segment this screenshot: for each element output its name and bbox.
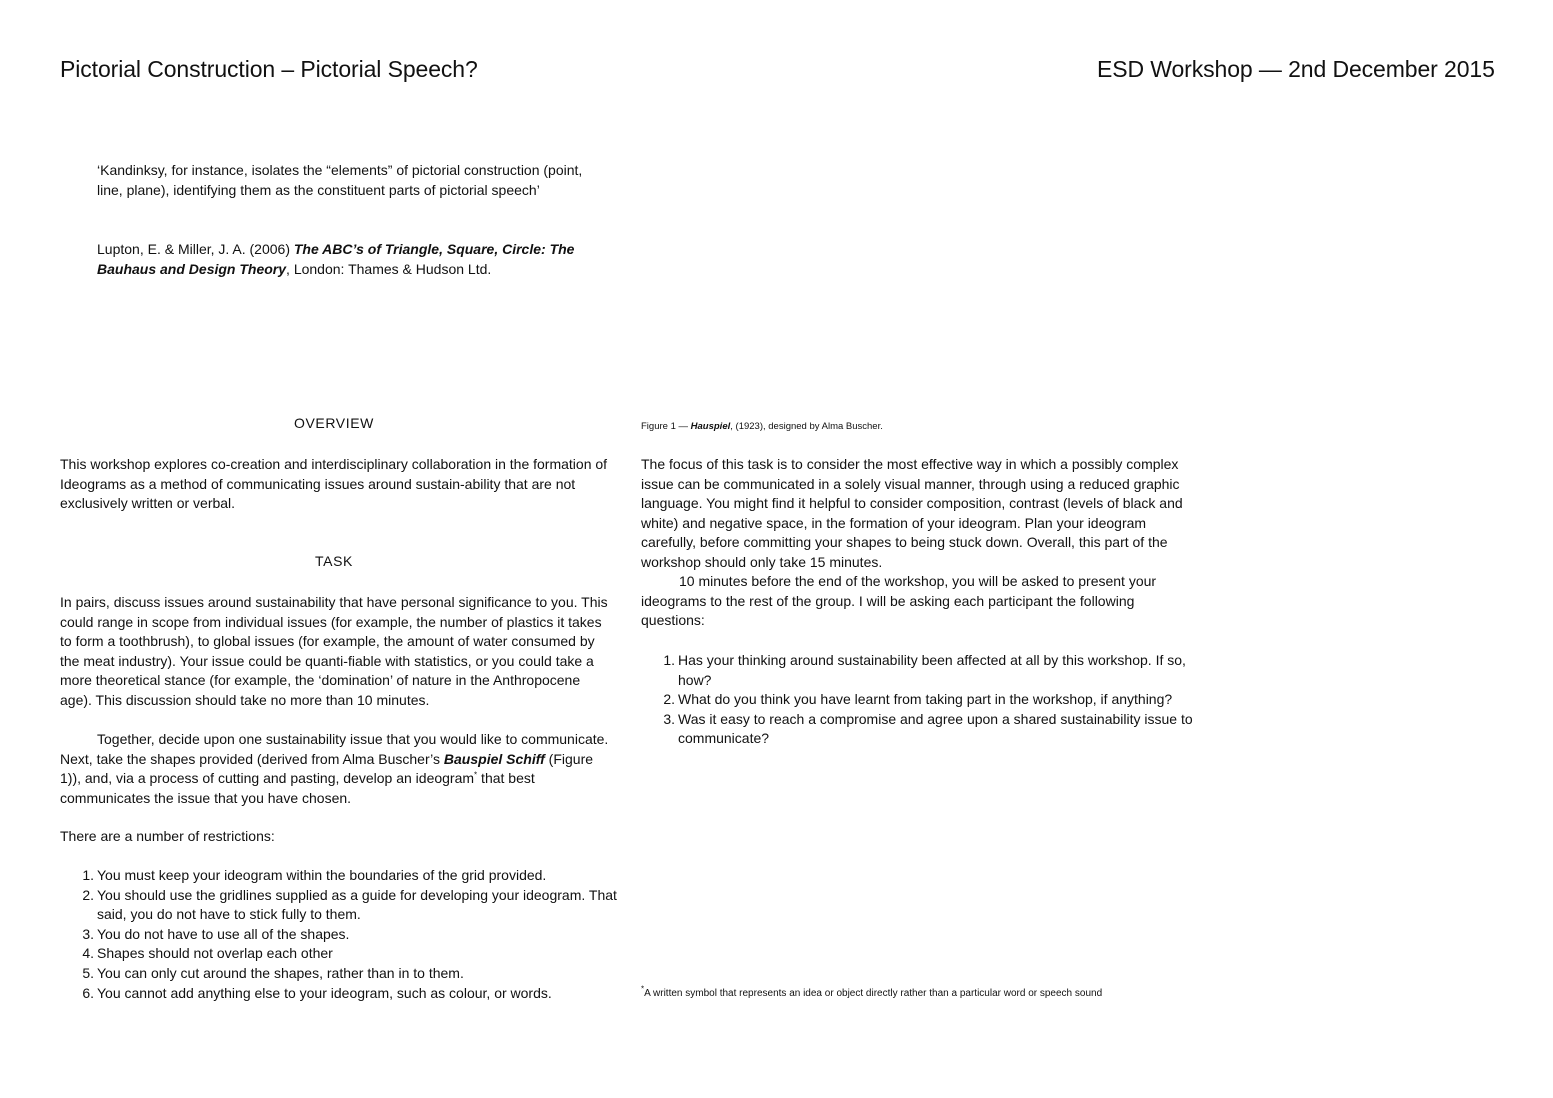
caption-suffix: , (1923), designed by Alma Buscher. [730,421,883,432]
list-item [60,984,620,1004]
questions-list [641,651,1201,749]
task-paragraph-2 [60,730,612,808]
list-text: You can only cut around the shapes, rather than in to them. [97,964,464,981]
citation-publisher: , London: Thames & Hudson Ltd. [286,260,492,277]
list-item [641,651,1201,690]
list-number: 1. [663,652,675,668]
caption-work-title: Hauspiel [690,421,731,432]
citation-authors: Lupton, E. & Miller, J. A. (2006) [97,241,294,257]
ideogram-footnote [641,984,1103,999]
list-item [60,925,620,945]
task-para2-end: that best communicates the issue that you have chosen. [60,770,535,806]
focus-paragraph-1: The focus of this task is to consider the most effective way in which a possibly complex issue can be communicated in a solely visual manner, through using a reduced graphic language. You might find it helpful to consider composition, contrast (levels of black and white) and negative space, in the formation of your ideogram. Plan your ideogram carefully, before committing your shapes to being stuck down. Overall, this part of the workshop should only take 15 minutes. [641,456,1183,570]
list-item [641,710,1201,749]
list-number: 3. [663,710,675,727]
task-para2-middle: (Figure 1)), and, via a process of cutting and pasting, develop an ideogram [60,750,594,787]
list-number: 3. [82,925,94,942]
footnote-reference: * [474,770,478,780]
task-paragraph-1: In pairs, discuss issues around sustainability that have personal significance to you. This could range in scope from individual issues (for example, the number of plastics it takes to form a toothbrush), to global issues (for example, the amount of water consumed by the meat industry). Your issue could be quanti-fiable with statistics, or you could take a more theoretical stance (for example, the ‘domination’ of nature in the Anthropocene age). This discussion should take no more than 10 minutes. [60,594,608,708]
list-number: 2. [82,886,94,903]
kandinsky-quote: ‘Kandinksy, for instance, isolates the “elements” of pictorial construction (point, line, plane), identifying them as the constituent parts of pictorial speech’ [97,162,583,198]
list-item [641,690,1201,710]
list-number: 2. [663,691,675,708]
task-heading: TASK [315,553,353,569]
figure-caption [641,421,883,432]
focus-paragraph-2: 10 minutes before the end of the workshop, you will be asked to present your ideograms to the rest of the group. I will be asking each participant the following questions: [641,573,1157,629]
caption-prefix: Figure 1 — [641,421,691,432]
workshop-date-title: ESD Workshop — 2nd December 2015 [1097,56,1495,82]
overview-heading: OVERVIEW [293,415,374,431]
list-text: Was it easy to reach a compromise and agree upon a shared sustainability issue to communicate? [678,710,1193,747]
list-number: 6. [82,984,94,1001]
footnote-marker: * [641,984,645,994]
document-title: Pictorial Construction – Pictorial Speech? [60,56,478,82]
list-text: You should use the gridlines supplied as a guide for developing your ideogram. That said, you do not have to stick fully to them. [97,886,617,923]
list-item [60,964,620,984]
bauspiel-schiff-title: Bauspiel Schiff [443,750,545,767]
list-item [60,944,620,964]
list-number: 1. [82,867,94,883]
task-para2-start: Together, decide upon one sustainability issue that you would like to communicate. Next, take the shapes provided (derived from Alma Buscher’s [60,731,609,767]
list-number: 4. [82,945,94,962]
quote-citation [97,240,607,279]
list-text: You cannot add anything else to your ideogram, such as colour, or words. [97,984,552,1001]
list-text: Shapes should not overlap each other [97,945,333,962]
list-text: Has your thinking around sustainability been affected at all by this workshop. If so, how? [678,652,1186,688]
list-item [60,866,620,886]
list-text: You must keep your ideogram within the boundaries of the grid provided. [97,867,547,883]
restrictions-intro: There are a number of restrictions: [60,828,275,844]
list-number: 5. [82,964,94,981]
list-item [60,886,620,925]
footnote-text: A written symbol that represents an idea or object directly rather than a particular word or speech sound [644,988,1103,999]
citation-book-title: The ABC’s of Triangle, Square, Circle: The Bauhaus and Design Theory [97,241,575,277]
list-text: You do not have to use all of the shapes. [97,925,350,942]
restrictions-list [60,866,620,1003]
list-text: What do you think you have learnt from taking part in the workshop, if anything? [678,691,1173,708]
overview-paragraph: This workshop explores co-creation and interdisciplinary collaboration in the formation of Ideograms as a method of communicating issues around sustain-ability that are not exclusively written or verbal. [60,456,608,512]
